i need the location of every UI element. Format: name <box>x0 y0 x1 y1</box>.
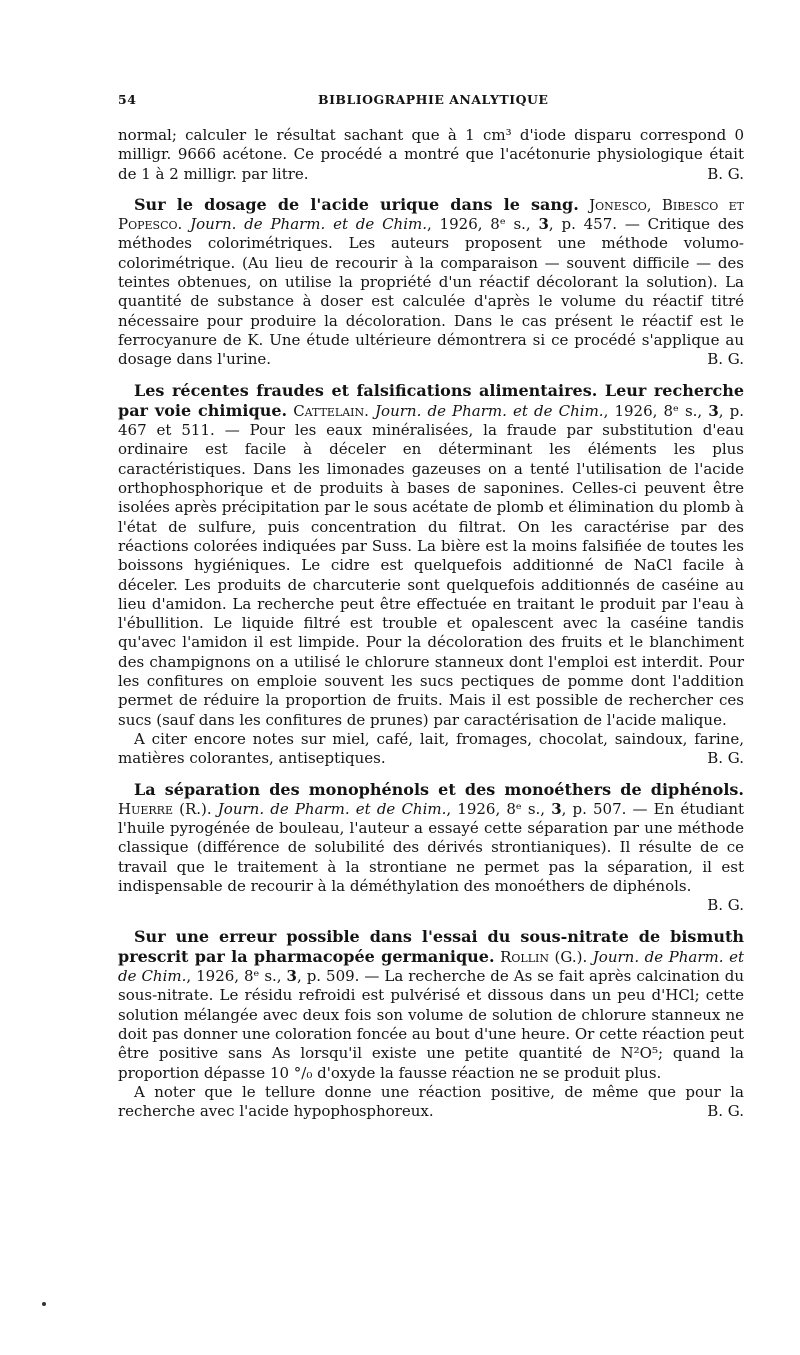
article-bismuth-continued <box>118 1083 744 1122</box>
article-title: Sur le dosage de l'acide urique dans le sang. <box>134 194 579 214</box>
article-ref-page: , p. 507. — <box>561 799 654 818</box>
article-journal: Journ. de Pharm. et de Chim. <box>375 401 604 420</box>
article-body: Pour les eaux minéralisées, la fraude par substitution d'eau ordinaire est facile à déceler en déterminant les éléments les plus caractéristiques. Dans les limonades gazeuses on a tenté l'utilisation de l'acide orthophosphorique et de produits à bases de saponines. Celles-ci peuvent être isolées après précipitation par le sous acétate de plomb et élimination du plomb à l'état de sulfure, puis concentration du filtrat. On les caractérise par des réactions colorées indiquées par Suss. La bière est la moins falsifiée de toutes les boissons hygiéniques. Le cidre est quelquefois additionné de NaCl facile à déceler. Les produits de charcuterie sont quelquefois additionnés de caséine au lieu d'amidon. La recherche peut être effectuée en traitant le produit par l'eau à l'ébullition. Le liquide filtré est trouble et opalescent avec la caséine tandis qu'avec l'amidon il est limpide. Pour la décoloration des fruits et le blanchiment des champignons on a utilisé le chlorure stanneux dont l'emploi est interdit. Pour les confitures on emploie souvent les sucs pectiques de pomme dont l'addition permet de réduire la proportion de fruits. Mais il est possible de rechercher ces sucs (sauf dans les confitures de prunes) par caractérisation de l'acide malique. <box>118 421 744 729</box>
article-ref: , 1926, 8ᵉ s., <box>446 799 552 818</box>
article-volume: 3 <box>551 799 562 818</box>
article-title: Sur une erreur possible dans l'essai du sous-nitrate de bismuth prescrit par la pharmacopée germanique. <box>118 926 744 966</box>
article-volume: 3 <box>538 215 549 234</box>
article-body: En étudiant l'huile pyrogénée de bouleau, l'auteur a essayé cette séparation par une méthode classique (différence de solubilité des dérivés strontianiques). Il résulte de ce travail que le traitement à la strontiane ne permet pas la séparation, il est indispensable de recourir à la déméthylation des monoéthers de diphénols. <box>118 799 745 895</box>
article-authors: Huerre (R.). <box>118 799 212 818</box>
intro-text: normal; calculer le résultat sachant que à 1 cm³ d'iode disparu correspond 0 milligr. 9666 acétone. Ce procédé a montré que l'acétonurie physiologique était de 1 à 2 milligr. par litre. <box>118 126 744 183</box>
article-ref: , 1926, 8ᵉ s., <box>186 967 287 986</box>
article-body: Critique des méthodes colorimétriques. Les auteurs proposent une méthode volumo-colorimétrique. (Au lieu de recourir à la comparaison — souvent difficile — des teintes obtenues, on utilise la propriété d'un réactif décolorant la solution). La quantité de substance à doser est calculée d'après le volume du réactif titré nécessaire pour produire la décoloration. Dans le cas présent le réactif est le ferrocyanure de K. Une étude ultérieure démontrera si ce procédé s'applique au dosage dans l'urine. <box>118 215 745 369</box>
article-title: La séparation des monophénols et des monoéthers de diphénols. <box>134 779 744 799</box>
article-ref-page: , p. 509. — <box>296 967 385 986</box>
article-volume: 3 <box>708 401 719 420</box>
article-title: Les récentes fraudes et falsifications alimentaires. Leur recherche par voie chimique. <box>118 380 744 420</box>
article-uric-acid <box>118 195 744 370</box>
article-body: La recherche de As se fait après calcination du sous-nitrate. Le résidu refroidi est pulvérisé et dissous dans un peu d'HCl; cette solution mélangée avec deux fois son volume de solution de chlorure stanneux ne doit pas donner une coloration foncée au bout d'une heure. Or cette réaction peut être positive sans As lorsqu'il existe une petite quantité de N²O⁵; quand la proportion dépasse 10 °/₀ d'oxyde la fausse réaction ne se produit plus. <box>118 967 745 1082</box>
article-journal: Journ. de Pharm. et de Chim. <box>217 799 447 818</box>
signature: B. G. <box>707 350 744 369</box>
signature: B. G. <box>707 749 744 768</box>
page-number: 54 <box>118 92 137 107</box>
intro-paragraph <box>118 126 744 184</box>
running-head: BIBLIOGRAPHIE ANALYTIQUE <box>318 92 549 107</box>
article-food-fraud <box>118 381 744 730</box>
article-authors: Rollin (G.). <box>500 947 588 966</box>
article-food-fraud-continued <box>118 730 744 769</box>
article-ref-page: , p. 457. — <box>548 215 648 234</box>
article-volume: 3 <box>286 967 297 986</box>
article-authors: Cattelain. <box>293 401 369 420</box>
article-ref: , 1926, 8ᵉ s., <box>427 215 539 234</box>
article-journal: Journ. de Pharm. et de Chim. <box>190 215 427 234</box>
page <box>118 92 744 1122</box>
article-body-2: A noter que le tellure donne une réaction positive, de même que pour la recherche avec l'acide hypophosphoreux. <box>118 1082 744 1121</box>
signature: B. G. <box>707 1102 744 1121</box>
signature: B. G. <box>707 164 744 183</box>
article-bismuth <box>118 927 744 1083</box>
article-authors: Jonesco, Bibesco et Popesco. <box>118 195 744 234</box>
article-ref: , 1926, 8ᵉ s., <box>603 401 709 420</box>
article-ref-page: , p. 467 et 511. — <box>118 401 744 440</box>
article-monophenols <box>118 780 744 916</box>
article-body-2: A citer encore notes sur miel, café, lait, fromages, chocolat, saindoux, farine, matières colorantes, antiseptiques. <box>118 729 744 768</box>
page-header <box>118 92 744 114</box>
article-journal: Journ. de Pharm. et de Chim. <box>118 947 744 986</box>
print-speck <box>42 1302 46 1306</box>
signature: B. G. <box>707 896 744 915</box>
